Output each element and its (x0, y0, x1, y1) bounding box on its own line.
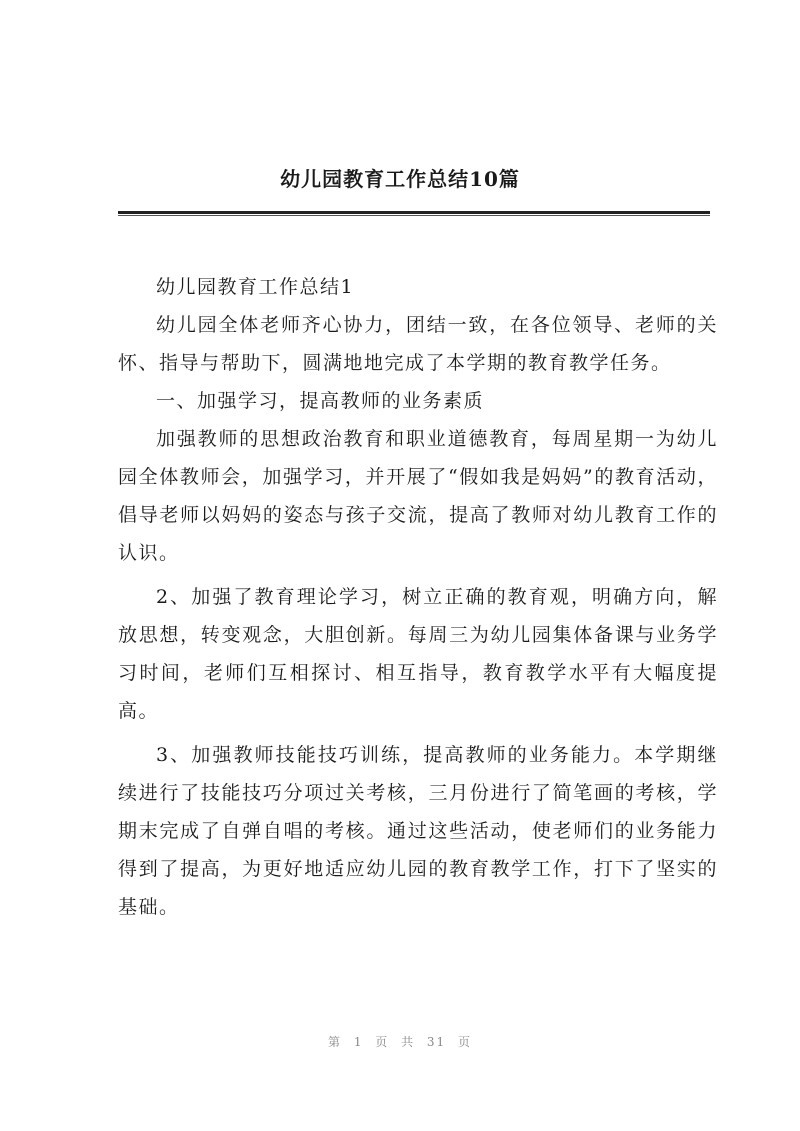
page-number-footer: 第 1 页 共 31 页 (328, 1035, 472, 1049)
section-heading: 幼儿园教育工作总结1 (156, 276, 355, 298)
body-paragraph: 加强教师的思想政治教育和职业道德教育，每周星期一为幼儿园全体教师会，加强学习，并开展了“假如我是妈妈”的教育活动，倡导老师以妈妈的姿态与孩子交流，提高了教师对幼儿教育工作的认识。 (118, 428, 718, 564)
body-paragraph: 3、加强教师技能技巧训练，提高教师的业务能力。本学期继续进行了技能技巧分项过关考核，三月份进行了简笔画的考核，学期末完成了自弹自唱的考核。通过这些活动，使老师们的业务能力得到了提高，为更好地适应幼儿园的教育教学工作，打下了坚实的基础。 (118, 744, 718, 918)
document-title: 幼儿园教育工作总结10篇 (280, 167, 520, 191)
body-paragraph: 幼儿园全体老师齐心协力，团结一致，在各位领导、老师的关怀、指导与帮助下，圆满地地完成了本学期的教育教学任务。 (118, 314, 718, 374)
document-body (118, 268, 718, 926)
body-paragraph: 2、加强了教育理论学习，树立正确的教育观，明确方向，解放思想，转变观念，大胆创新。每周三为幼儿园集体备课与业务学习时间，老师们互相探讨、相互指导，教育教学水平有大幅度提高。 (118, 586, 718, 722)
subsection-heading: 一、加强学习，提高教师的业务素质 (156, 390, 485, 412)
title-divider (118, 211, 710, 214)
